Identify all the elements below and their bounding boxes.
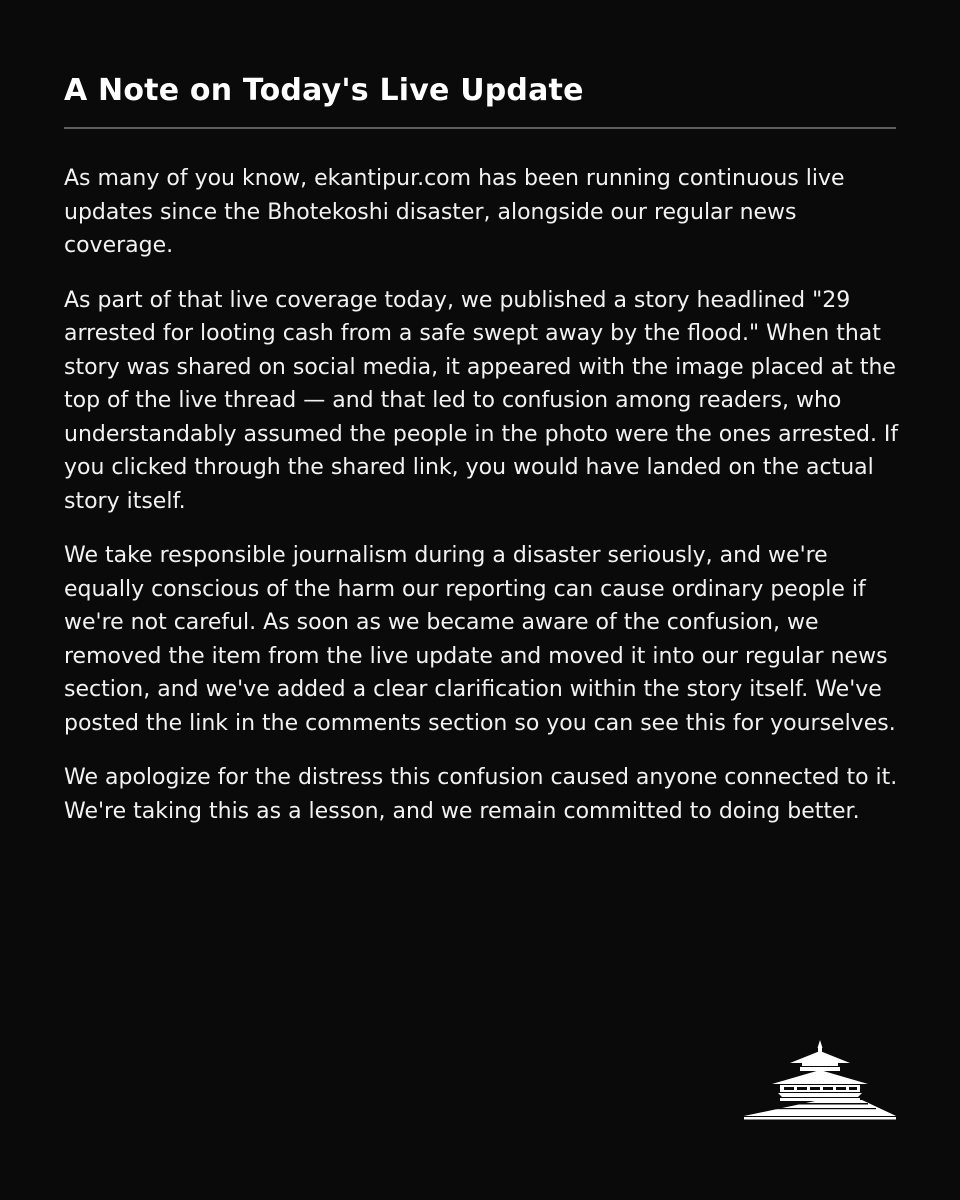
note-body — [64, 162, 904, 849]
paragraph-1: As many of you know, ekantipur.com has been running continuous live updates since the Bhotekoshi disaster, alongside our regular news coverage. — [64, 166, 845, 258]
page-title: A Note on Today's Live Update — [64, 73, 584, 108]
title-divider — [64, 127, 896, 129]
paragraph-4: We apologize for the distress this confusion caused anyone connected to it. We're taking this as a lesson, and we remain committed to doing better. — [64, 765, 898, 824]
paragraph-3: We take responsible journalism during a disaster seriously, and we're equally conscious of the harm our reporting can cause ordinary people if we're not careful. As soon as we became aware of the confusion, we removed the item from the live update and moved it into our regular news section, and we've added a clear clarification within the story itself. We've posted the link in the comments section so you can see this for yourselves. — [64, 543, 896, 736]
pagoda-temple-logo-icon — [742, 1038, 898, 1122]
paragraph-2: As part of that live coverage today, we published a story headlined "29 arrested for looting cash from a safe swept away by the flood." When that story was shared on social media, it appeared with the image placed at the top of the live thread — and that led to confusion among readers, who understandably assumed the people in the photo were the ones arrested. If you clicked through the shared link, you would have landed on the actual story itself. — [64, 287, 899, 514]
